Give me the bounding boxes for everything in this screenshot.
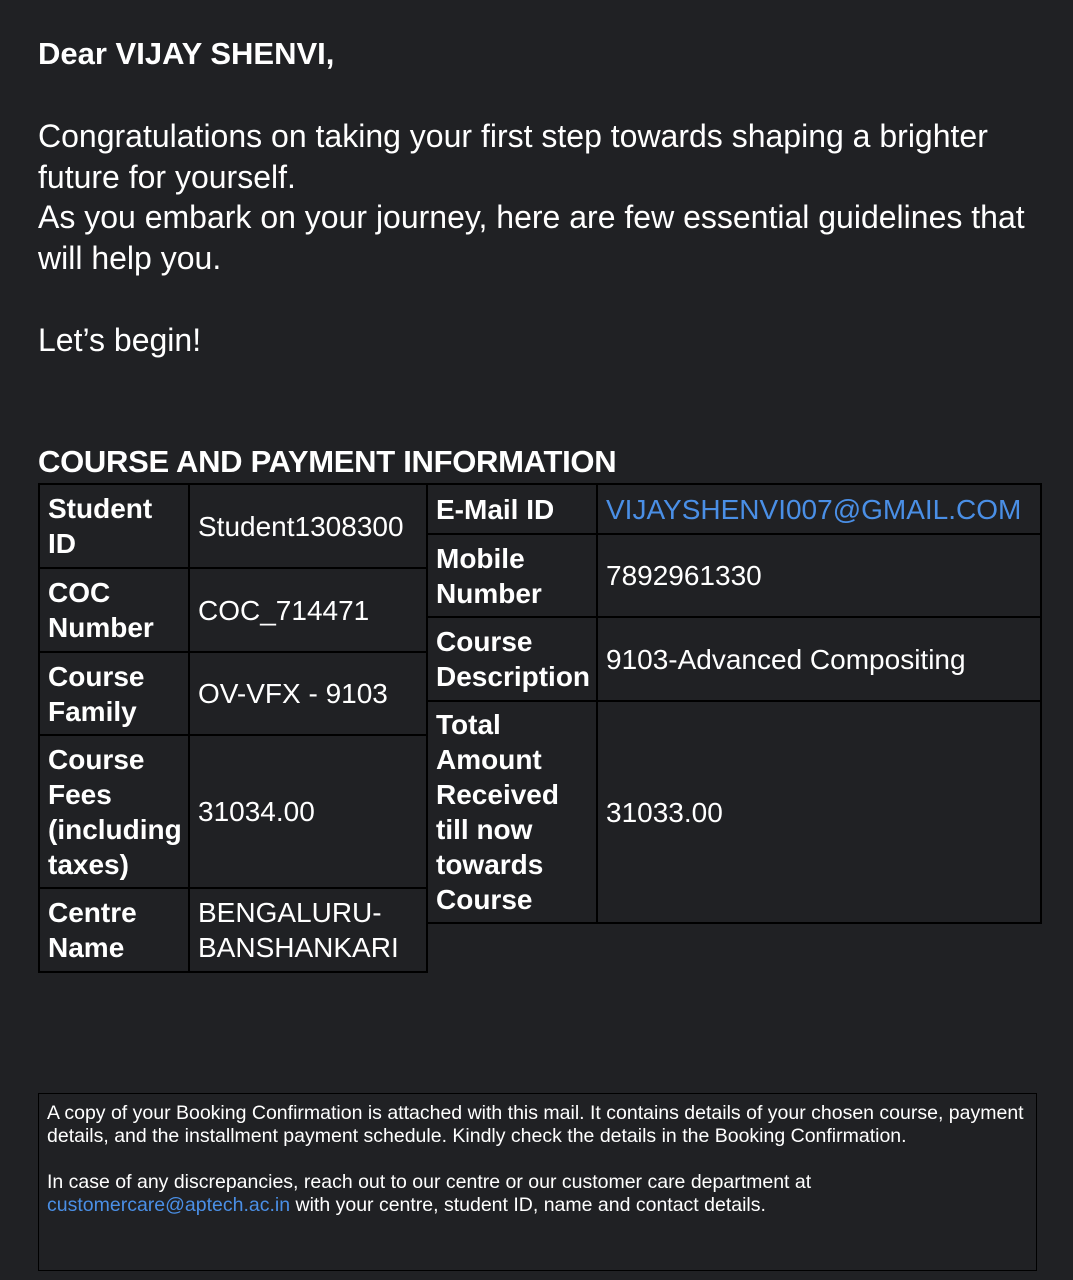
table-row xyxy=(427,534,1041,617)
table-row xyxy=(39,568,427,652)
course-description-label: Course Description xyxy=(427,617,597,701)
email-id-label: E-Mail ID xyxy=(427,484,597,534)
table-row xyxy=(39,652,427,735)
contact-note-prefix: In case of any discrepancies, reach out to our centre or our customer care department at xyxy=(47,1171,812,1193)
table-row xyxy=(39,735,427,888)
booking-note-box xyxy=(38,1093,1037,1271)
email-id-value[interactable] xyxy=(597,484,1041,534)
coc-number-value: COC_714471 xyxy=(189,568,427,652)
begin-text: Let’s begin! xyxy=(38,322,202,358)
email-link[interactable]: VIJAYSHENVI007@GMAIL.COM xyxy=(606,493,1022,525)
course-family-label: Course Family xyxy=(39,652,189,735)
section-title: COURSE AND PAYMENT INFORMATION xyxy=(38,444,617,479)
contact-note-paragraph xyxy=(47,1171,1028,1217)
course-family-value: OV-VFX - 9103 xyxy=(189,652,427,735)
student-id-label: Student ID xyxy=(39,484,189,568)
centre-name-label: Centre Name xyxy=(39,888,189,972)
mobile-number-label: Mobile Number xyxy=(427,534,597,617)
course-fees-label: Course Fees (including taxes) xyxy=(39,735,189,888)
left-info-table xyxy=(38,483,428,973)
intro-line-2: As you embark on your journey, here are few essential guidelines that will help you. xyxy=(38,199,1025,276)
table-row xyxy=(427,701,1041,923)
total-amount-label: Total Amount Received till now towards Course xyxy=(427,701,597,923)
intro-line-1: Congratulations on taking your first step towards shaping a brighter future for yourself. xyxy=(38,118,988,195)
right-info-table xyxy=(426,483,1042,924)
course-description-value: 9103-Advanced Compositing xyxy=(597,617,1041,701)
table-row xyxy=(427,484,1041,534)
mobile-number-value: 7892961330 xyxy=(597,534,1041,617)
booking-note-paragraph: A copy of your Booking Confirmation is attached with this mail. It contains details of your chosen course, payment details, and the installment payment schedule. Kindly check the details in the Booking Confirmation. xyxy=(47,1102,1024,1147)
coc-number-label: COC Number xyxy=(39,568,189,652)
table-row xyxy=(39,888,427,972)
student-id-value: Student1308300 xyxy=(189,484,427,568)
table-row xyxy=(427,617,1041,701)
course-fees-value: 31034.00 xyxy=(189,735,427,888)
centre-name-value: BENGALURU-BANSHANKARI xyxy=(189,888,427,972)
total-amount-value: 31033.00 xyxy=(597,701,1041,923)
contact-note-suffix: with your centre, student ID, name and contact details. xyxy=(295,1194,766,1216)
table-row xyxy=(39,484,427,568)
customer-care-link[interactable]: customercare@aptech.ac.in xyxy=(47,1194,291,1216)
greeting: Dear VIJAY SHENVI, xyxy=(38,36,335,71)
intro-text xyxy=(38,116,1048,278)
